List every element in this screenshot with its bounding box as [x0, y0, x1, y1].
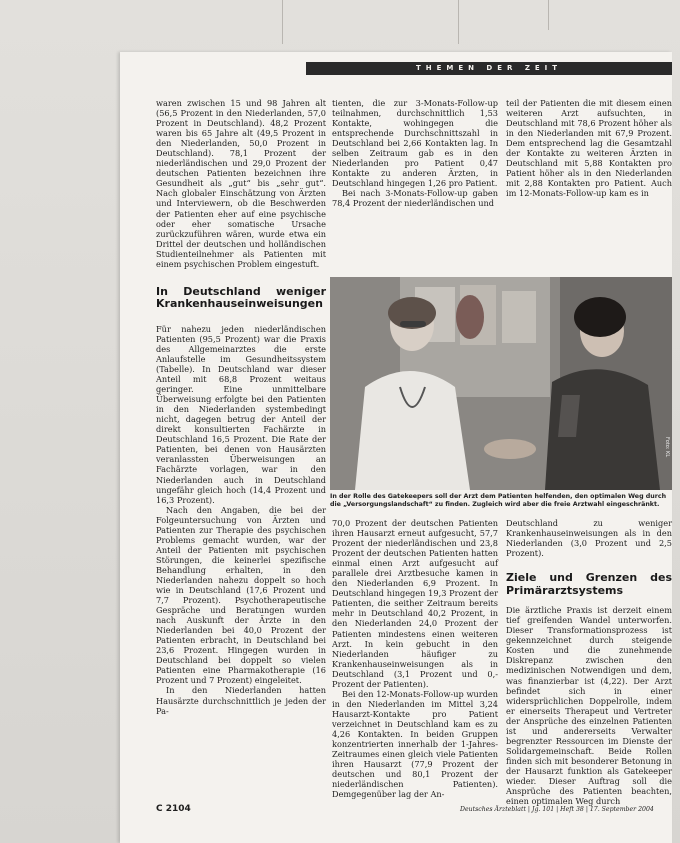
paragraph: Nach den Angaben, die bei der Folgeuntersuchung von Ärzten und Patienten zur Therapie des psychischen Problems gemacht wurden, war der Anteil der Patienten mit psychischen Störungen, die keinerlei spezifische Behandlung erhalten, in den Niederlanden nahezu doppelt so hoch wie in Deutschland (17,6 Prozent und 7,7 Prozent). Psychotherapeutische Gespräche und Beratungen wurden nach Auskunft der Ärzte in den Niederlanden bei 40,0 Prozent der Patienten erbracht, in Deutschland bei 23,6 Prozent. Hingegen wurden in Deutschland bei doppelt so vielen Patienten eine Pharmakotherapie (16 Prozent und 7 Prozent) eingeleitet.	[156, 504, 326, 686]
text-column-3-bottom	[506, 518, 672, 806]
paragraph: Bei den 12-Monats-Follow-up wurden in den Niederlanden im Mittel 3,24 Hausarzt-Kontakte pro Patient verzeichnet in Deutschland kam es zu 4,26 Kontakten. In beiden Gruppen konzentrierten innerhalb der 1-Jahres-Zeitraumes einen gleich viele Patienten ihren Hausarzt (77,9 Prozent der deutschen und 80,1 Prozent der niederländischen Patienten). Demgegenüber lag der An-	[332, 688, 498, 800]
text-column-2-bottom	[332, 518, 498, 799]
paragraph: Deutschland zu weniger Krankenhauseinweisungen als in den Niederlanden (3,0 Prozent und 2,5 Prozent).	[506, 518, 672, 559]
doctor-patient-photo	[330, 277, 672, 490]
section-heading: In Deutschland weniger Krankenhauseinweisungen	[156, 284, 326, 311]
text-column-2-top	[332, 98, 498, 209]
article-photo	[330, 277, 672, 490]
scan-edge-line	[458, 0, 459, 44]
paragraph: teil der Patienten die mit diesem einen weiteren Arzt aufsuchten, in Deutschland mit 78,6 Prozent höher als in den Niederlanden mit 67,9 Prozent. Dem entsprechend lag die Gesamtzahl der Kontakte zu weiteren Ärzten in Deutschland mit 5,88 Kontakten pro Patient höher als in den Niederlanden mit 2,88 Kontakten pro Patient. Auch im 12-Monats-Follow-up kam es in	[506, 98, 672, 199]
magazine-page	[120, 52, 672, 843]
text-column-1	[156, 98, 326, 716]
page-number: C 2104	[156, 804, 191, 814]
section-heading: Ziele und Grenzen des Primärarztsystems	[506, 571, 672, 597]
section-header-label: THEMEN DER ZEIT	[415, 64, 563, 72]
photo-credit: Foto: KL	[664, 437, 670, 458]
paragraph: tienten, die zur 3-Monats-Follow-up teilnahmen, durchschnittlich 1,53 Kontakte, wohingegen die entsprechende Durchschnittszahl in Deutschland bei 2,66 Kontakten lag. In selben Zeitraum gab es in den Niederlanden pro Patient 0,47 Kontakte zu anderen Ärzten, in Deutschland hingegen 1,26 pro Patient.	[332, 98, 498, 189]
paragraph: Die ärztliche Praxis ist derzeit einem tief greifenden Wandel unterworfen. Dieser Transformationsprozess ist gekennzeichnet durch steigende Kosten und die zunehmende Diskrepanz zwischen den medizinischen Notwendigen und dem, was finanzierbar ist (4,22). Der Arzt befindet sich in einer widersprüchlichen Doppelrolle, indem er einerseits Therapeut und Vertreter der Ansprüche des einzelnen Patienten ist und andererseits Verwalter begrenzter Ressourcen im Dienste der Solidargemeinschaft. Beide Rollen finden sich mit besonderer Betonung in der Hausarzt funktion als Gatekeeper wieder. Dieser Auftrag soll die Ansprüche des Patienten beachten, einen optimalen Weg durch	[506, 605, 672, 807]
text-column-3-top	[506, 98, 672, 198]
paragraph: In den Niederlanden hatten Hausärzte durchschnittlich je jeden der Pa-	[156, 685, 326, 716]
scan-edge-line	[548, 0, 549, 30]
paragraph: Für nahezu jeden niederländischen Patienten (95,5 Prozent) war die Praxis des Allgemeinarztes die erste Anlaufstelle im Gesundheitssystem (Tabelle). In Deutschland war dieser Anteil mit 68,8 Prozent weitaus geringer. Eine unmittelbare Überweisung erfolgte bei den Patienten in den Niederlanden systembedingt nicht, dagegen betrug der Anteil der direkt konsultierten Fachärzte in Deutschland 16,5 Prozent. Die Rate der Patienten, bei denen von Hausärzten veranlassten Überweisungen an Fachärzte vorlagen, war in den Niederlanden auch in Deutschland ungefähr gleich hoch (14,4 Prozent und 16,3 Prozent).	[156, 323, 326, 505]
section-header-bar	[306, 62, 672, 75]
scan-edge-line	[282, 0, 283, 44]
photo-caption: In der Rolle des Gatekeepers soll der Arzt dem Patienten helfenden, den optimalen Weg durch die „Versorgungslandschaft“ zu finden. Zugleich wird aber die freie Arztwahl eingeschränkt.	[330, 493, 667, 508]
paragraph: Bei nach 3-Monats-Follow-up gaben 78,4 Prozent der niederländischen und	[332, 188, 498, 209]
journal-citation: Deutsches Ärzteblatt | Jg. 101 | Heft 38 | 17. September 2004	[460, 806, 654, 813]
paragraph: waren zwischen 15 und 98 Jahren alt (56,5 Prozent in den Niederlanden, 57,0 Prozent in Deutschland). 48,2 Prozent waren bis 65 Jahre alt (49,5 Prozent in den Niederlanden, 50,0 Prozent in Deutschland). 78,1 Prozent der niederländischen und 29,0 Prozent der deutschen Patienten bezeichnen ihre Gesundheit als „gut“ bis „sehr gut“. Nach globaler Einschätzung von Ärzten und Interviewern, ob die Beschwerden der Patienten eher auf eine psychische oder eher somatische Ursache zurückzuführen wären, wurde etwa ein Drittel der deutschen und holländischen Studienteilnehmer als Patienten mit einem psychischen Problem eingestuft.	[156, 98, 326, 269]
paragraph: 70,0 Prozent der deutschen Patienten ihren Hausarzt erneut aufgesucht, 57,7 Prozent der niederländischen und 23,8 Prozent der deutschen Patienten hatten einmal einen Arzt aufgesucht auf parallele drei Arztbesuche kamen in den Niederlanden 6,9 Prozent. In Deutschland hingegen 19,3 Prozent der Patienten, die seither Zeitraum bereits mehr in Deutschland 40,2 Prozent, in den Niederlanden 24,0 Prozent der Patienten mindestens einen weiteren Arzt. In kein gebucht in den Niederlanden häufiger zu Krankenhauseinweisungen als in Deutschland (3,1 Prozent und 0,- Prozent der Patienten).	[332, 518, 498, 689]
